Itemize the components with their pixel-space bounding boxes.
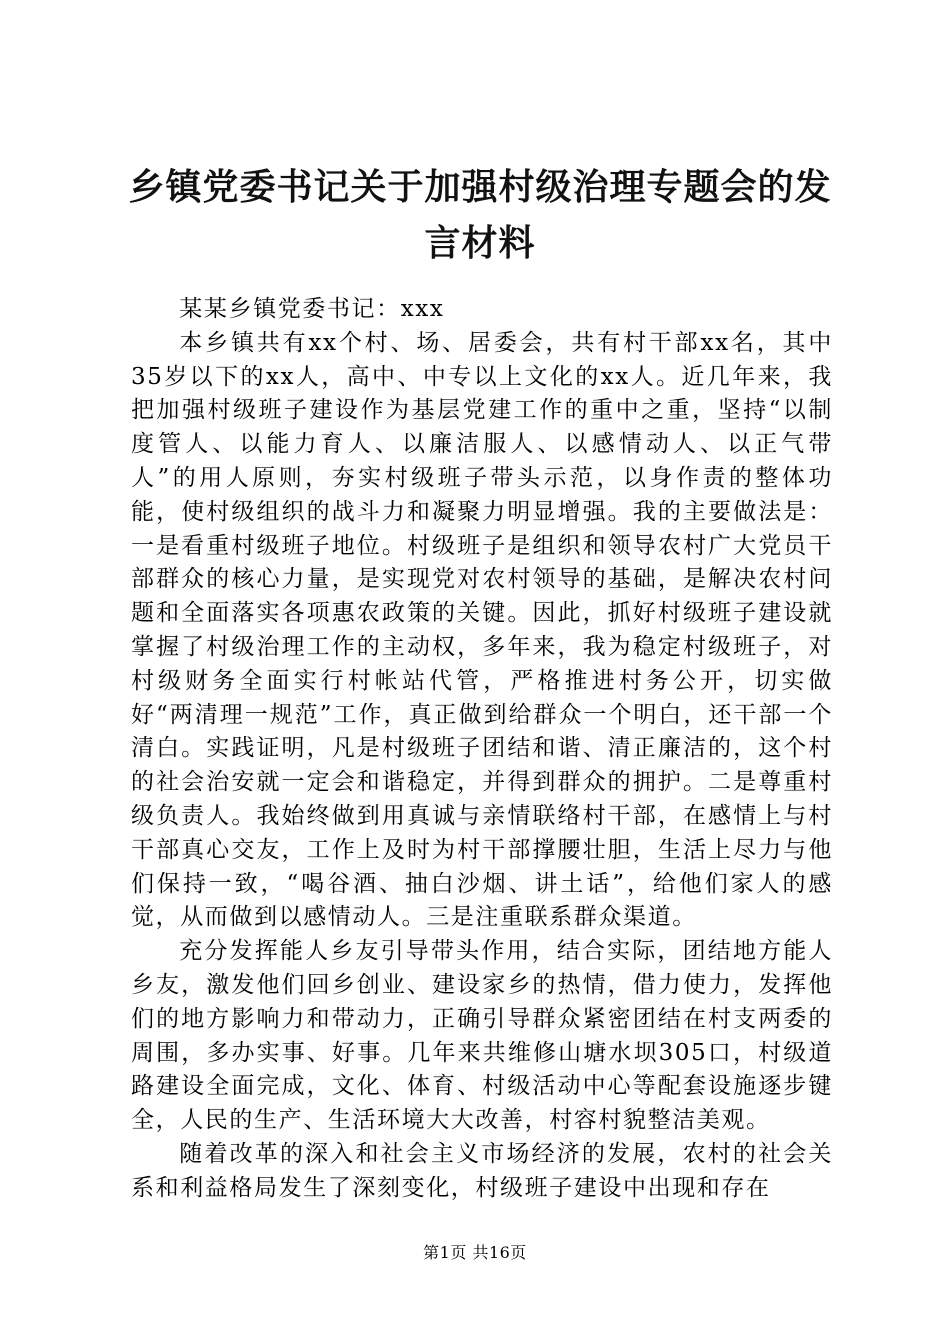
page-number-footer: 第1页 共16页 — [423, 1243, 527, 1262]
speaker-line: 某某乡镇党委书记：xxx — [179, 296, 445, 322]
document-title: 乡镇党委书记关于加强村级治理专题会的发言材料 — [128, 167, 832, 264]
paragraph-2: 充分发挥能人乡友引导带头作用，结合实际，团结地方能人乡友，激发他们回乡创业、建设家乡的热情，借力使力，发挥他们的地方影响力和带动力，正确引导群众紧密团结在村支两委的周围，多办实事、好事。几年来共维修山塘水坝305口，村级道路建设全面完成，文化、体育、村级活动中心等配套设施逐步键全，人民的生产、生活环境大大改善，村容村貌整洁美观。 — [131, 938, 833, 1134]
paragraph-3: 随着改革的深入和社会主义市场经济的发展，农村的社会关系和利益格局发生了深刻变化，村级班子建设中出现和存在 — [131, 1140, 833, 1201]
paragraph-1: 本乡镇共有xx个村、场、居委会，共有村干部xx名，其中35岁以下的xx人，高中、中专以上文化的xx人。近几年来，我把加强村级班子建设作为基层党建工作的重中之重，坚持“以制度管人、以能力育人、以廉洁服人、以感情动人、以正气带人”的用人原则，夯实村级班子带头示范，以身作责的整体功能，使村级组织的战斗力和凝聚力明显增强。我的主要做法是：一是看重村级班子地位。村级班子是组织和领导农村广大党员干部群众的核心力量，是实现党对农村领导的基础，是解决农村问题和全面落实各项惠农政策的关键。因此，抓好村级班子建设就掌握了村级治理工作的主动权，多年来，我为稳定村级班子，对村级财务全面实行村帐站代管，严格推进村务公开，切实做好“两清理一规范”工作，真正做到给群众一个明白，还干部一个清白。实践证明，凡是村级班子团结和谐、清正廉洁的，这个村的社会治安就一定会和谐稳定，并得到群众的拥护。二是尊重村级负责人。我始终做到用真诚与亲情联络村干部，在感情上与村干部真心交友，工作上及时为村干部撑腰壮胆，生活上尽力与他们保持一致，“喝谷酒、抽白沙烟、讲土话”，给他们家人的感觉，从而做到以感情动人。三是注重联系群众渠道。 — [131, 329, 833, 931]
document-body — [131, 293, 833, 1206]
